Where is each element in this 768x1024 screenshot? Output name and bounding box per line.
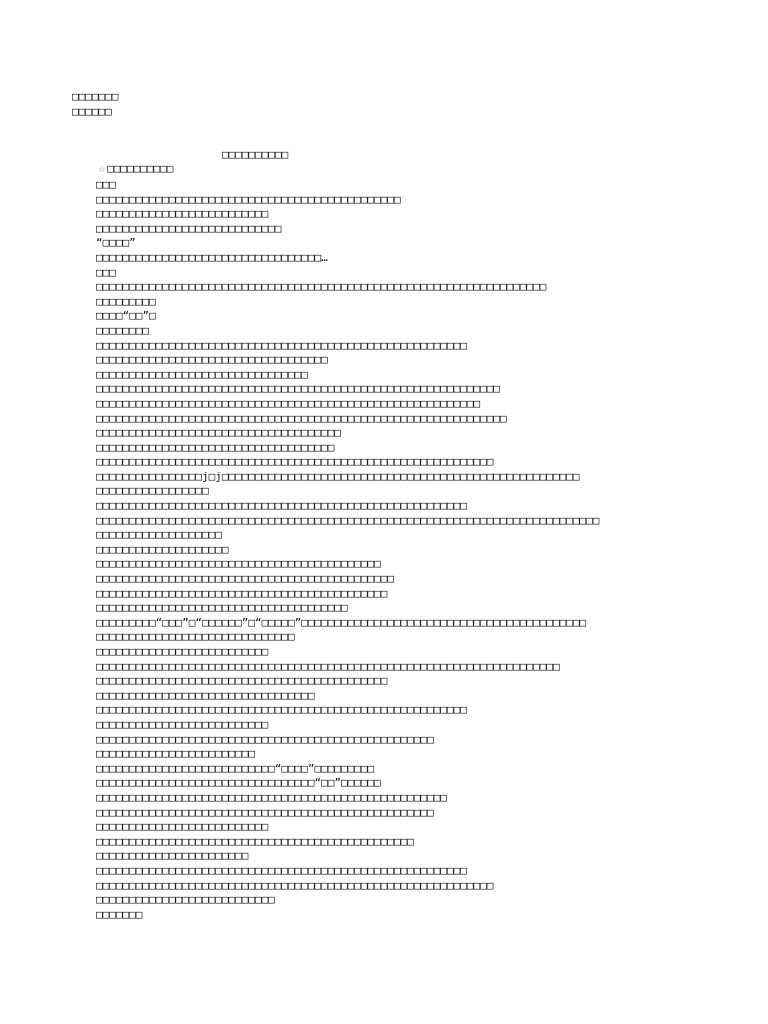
body-line: □□□ xyxy=(96,178,116,191)
body-line: □□□□□□□□□□□□□□□□□□□□□□□□□□□□□□□□□□□□□□□□□□□□□□□□□□□ xyxy=(96,732,434,746)
header-line-2: □□□□□□ xyxy=(72,105,112,118)
body-line: □□□□□□□□□□□□□□□□□□□□□□□□□□□□□□□□□□□ xyxy=(96,353,328,367)
body-line: □□□ xyxy=(96,265,116,279)
body-line: □□□□□□□□□□□□□□□□□□□□□□□□□□ xyxy=(96,717,269,731)
body-line: □□□□□□□□□□□□□□□□□□□□□□□□□□□□□□□□□□□□□□□□□□□□ xyxy=(96,586,388,600)
body-line: □□□□□□□□□□□□□□□□□□□□□□□□□□□□□□□□□□□□□□□□□□□□□□□□□□□□□□□□ xyxy=(96,338,467,352)
document-body xyxy=(96,178,756,922)
body-line: □□□□□□□□□□□□□□□□□□□□□□□□□□□□□□□□ xyxy=(96,367,308,381)
body-line: □□□□□□□□□□□□□□□□□□□□□□□□□□□□□□□□□□□□□□□□□□□□□□□□□□□□□□□□□□□□□□ xyxy=(96,411,507,425)
body-line: □□□□□□□□□□□□□□□□□□□□□□□□□□□□□□□□□□□□□ xyxy=(96,426,342,440)
document-header xyxy=(72,89,118,119)
body-line: □□□□□□□□□□□□□□□□□□□□□□□□□□□□□□□□□□□□□□□□□□□□□□□□□□□□□ xyxy=(96,790,447,804)
body-line: □□□□□□□□□□□□□□□□□□□□□□□□□□□ xyxy=(96,893,275,907)
body-line: □□□□□□□□□□□□□□□□□□□□□□□□□□□□□□□□□□□□□□□□□□□□□□□□□□□□□□□□□□ xyxy=(96,396,481,410)
body-line: □□□□□□□□□□□□□□□□□□□□□□□□□□□□□□□□□□□□□□□□□□□ xyxy=(96,557,381,571)
body-line: □□□□□□□□□□□□□□□□□□□□□□□□□□□□□□□□□“□□”□□□□□□ xyxy=(96,776,381,790)
star-icon: ☆ xyxy=(98,162,106,175)
body-line: □□□□□□□□□□□□□□□□□□□□□□□□□□□□□□□□□□□□□□□□□□□□□□□□□□□□□□□□□□□□ xyxy=(96,455,494,469)
meta-right-text: □□□□□□□□□□ xyxy=(222,148,289,161)
body-line: □□□□“□□”□ xyxy=(96,309,156,323)
body-line: □□□□□□□□ xyxy=(96,323,149,337)
body-line: □□□□□□□□□□□□□□□□□□□□□□□ xyxy=(96,849,249,863)
body-line: □□□□□□□□□□□□□□□□j□j□□□□□□□□□□□□□□□□□□□□□□□□□□□□□□□□□□□□□□□□□□□□□□□□□□□□□□ xyxy=(96,469,580,483)
body-line: □□□□□□□□□□□□□□□□□□□□□□□□□□□□□□□□□□□□□□□□□□□□□□□□□□□□□□□□□□□□ xyxy=(96,878,494,892)
body-line: □□□□□□□□□□□□□□□□□□□□□□□□□□□□□□□□□□□□□□□□□□□□□□□□□□□□□□□□ xyxy=(96,499,467,513)
body-line: □□□□□□□□□□□□□□□□□ xyxy=(96,484,209,498)
body-line: “□□□□” xyxy=(96,236,136,250)
body-line: □□□□□□□□□□□□□□□□□□□□□□□□□□□□□□□□□□□□□□□□□□□□□□□□□□□□□□□□ xyxy=(96,703,467,717)
body-line: □□□□□□□□□□□□□□□□□□□□□□□□□□ xyxy=(96,645,269,658)
body-line: □□□□□□□□□□□□□□□□□□□□□□□□□□□□□□□□□□□□□□□□□□□□□ xyxy=(96,572,395,586)
body-line: □□□□□□□□□□□□□□□□□□□□□□□□□□□□□□□□□□□□□□□□□□□□□□□□□□□□□□□□□□□□□□□□□□□□□□□□□□□□ xyxy=(96,513,600,527)
body-line: □□□□□□□□□□□□□□□□□□□□□□□□□□□□□□□□□□□□□□□□□□□□□□□□□□□□□□□□ xyxy=(96,863,467,877)
body-line: □□□□□□□□□□□□□□□□□□□□□□□□□□□□□□□□□□□□□□□□□□□□ xyxy=(96,674,388,688)
body-line: □□□□□□□□□□□□□□□□□□□□□□□□□□□□□□□□□□□□□□□□□□□□□□□□□□□ xyxy=(96,805,434,819)
body-line: □□□□□□□□□□□□□□□□□□□□□□□□□□□□□□□□□□□□□□□□□□□□□□□□□□□□□□□□□□□□□□□□□□□□ xyxy=(96,280,547,294)
body-line: □□□□□□□□□□□□□□□□□□□□□□□□□□ xyxy=(96,207,269,221)
body-line: □□□□□□□□□□□□□□□□□□□□□□□□□□□□□□□□□□□□□□□□□□□□□□ xyxy=(96,192,401,206)
body-line: □□□□□□□□□“□□□”□“□□□□□□”□“□□□□□”□□□□□□□□□□□□□□□□□□□□□□□□□□□□□□□□□□□□□□□□□□□ xyxy=(96,615,587,629)
meta-left-text: □□□□□□□□□□ xyxy=(107,162,174,175)
body-line: □□□□□□□□□□□□□□□□□□□□ xyxy=(96,542,229,556)
body-line: □□□□□□□□□□□□□□□□□□□□□□□□ xyxy=(96,747,255,761)
body-line: □□□□□□□□□□□□□□□□□□□□□□□□□□□□□□□□□□□□□□□□□□□□□□□□ xyxy=(96,834,414,848)
body-line: □□□□□□□□□□□□□□□□□□□□□□□□□□□□ xyxy=(96,221,282,235)
body-line: □□□□□□□□□□□□□□□□□□□□□□□□□□□□□□□□□□□□□□□□□□□□□□□□□□□□□□□□□□□□□ xyxy=(96,382,500,396)
body-line: □□□□□□□□□□□□□□□□□□□□□□□□□□□□□□□□□□□□ xyxy=(96,440,335,454)
body-line: □□□□□□□□□□□□□□□□□□□□□□□□□□□□□□ xyxy=(96,630,295,644)
body-line: □□□□□□□□□□□□□□□□□□□□□□□□□□□□□□□□□ xyxy=(96,688,315,702)
body-line: □□□□□□□□□□□□□□□□□□□□□□□□□□□“□□□□”□□□□□□□□□ xyxy=(96,761,375,775)
body-line: □□□□□□□□□□□□□□□□□□□□□□□□□□ xyxy=(96,820,269,834)
body-line: □□□□□□□□□□□□□□□□□□□ xyxy=(96,528,222,542)
body-line: □□□□□□□ xyxy=(96,907,143,921)
header-line-1: □□□□□□□ xyxy=(72,90,119,103)
body-line: □□□□□□□□□□□□□□□□□□□□□□□□□□□□□□□□□□□□□□ xyxy=(96,601,348,615)
body-line: □□□□□□□□□□□□□□□□□□□□□□□□□□□□□□□□□□… xyxy=(96,250,328,264)
body-line: □□□□□□□□□□□□□□□□□□□□□□□□□□□□□□□□□□□□□□□□□□□□□□□□□□□□□□□□□□□□□□□□□□□□□□ xyxy=(96,659,560,673)
body-line: □□□□□□□□□ xyxy=(96,294,156,308)
